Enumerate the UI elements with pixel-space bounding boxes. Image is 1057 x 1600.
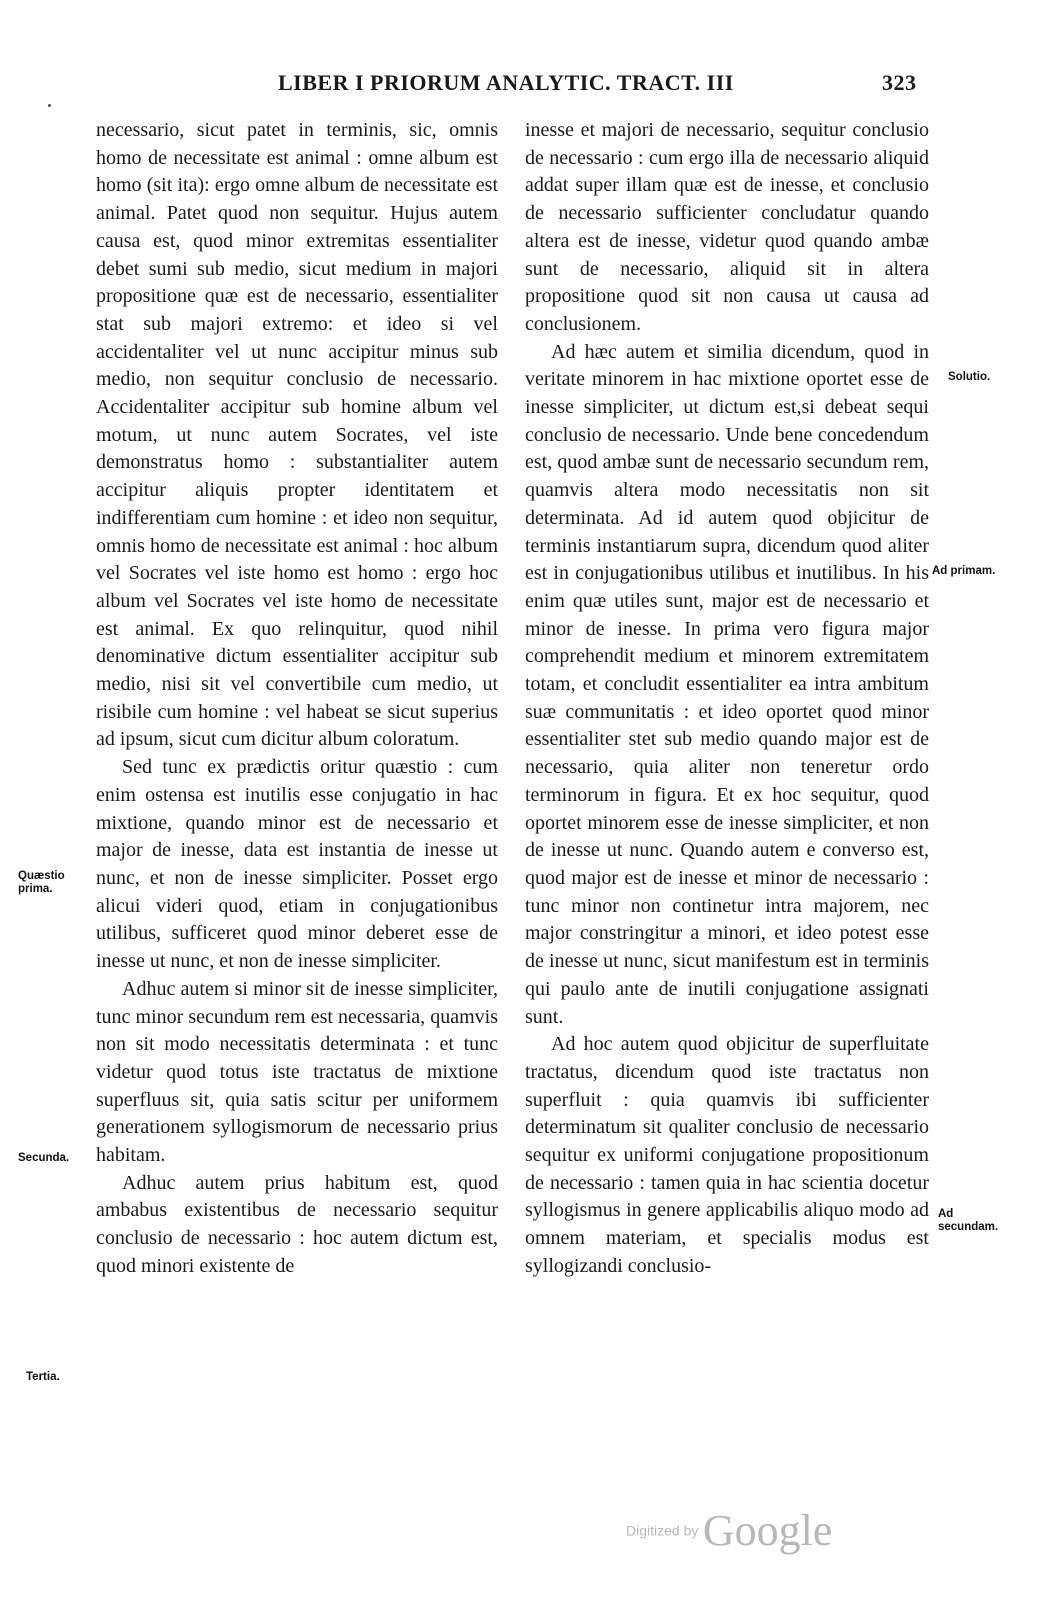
paragraph: Ad hæc autem et similia dicendum, quod in veritate minorem in hac mixtione oportet esse de inesse simpliciter, ut dictum est,si debeat sequi conclusio de necessario. Unde bene concedendum est, quod ambæ sunt de necessario secundum rem, quamvis altera modo necessitatis non sit determinata. Ad id autem quod objicitur de terminis instantiarum supra, dicendum quod aliter est in conjugationibus utilibus et inutilibus. In his enim quæ utiles sunt, major est de necessario et minor de inesse. In prima vero figura major comprehendit medium et minorem extremitatem totam, et concludit essentialiter ea intra ambitum suæ communitatis : et ideo oportet quod minor essentialiter stet sub medio quando major est de necessario, quia aliter non teneretur ordo terminorum in figura. Et ex hoc sequitur, quod oportet minorem esse de inesse simpliciter, et non de inesse ut nunc. Quando autem e converso est, quod major est de inesse et minor de necessario : tunc minor non continetur intra majorem, nec major constringitur a minori, et ideo potest esse de inesse ut nunc, sicut manifestum est in terminis qui paulo ante de inutili conjugatione assignati sunt. bbox=[525, 340, 929, 1028]
paragraph: Sed tunc ex prædictis oritur quæstio : cum enim ostensa est inutilis esse conjugatio in hac mixtione, quando minor est de necessario et major de inesse, data est instantia de inesse ut nunc, et non de inesse simpliciter. Posset ergo alicui videri quod, etiam in conjugationibus utilibus, sufficeret quod minor deberet esse de inesse ut nunc, et non de inesse simpliciter. bbox=[96, 756, 498, 973]
margin-note-quaestio-prima: Quæstio prima. bbox=[18, 870, 65, 895]
paragraph: Adhuc autem prius habitum est, quod ambabus existentibus de necessario sequitur conclusio de necessario : hoc autem dictum est, quod minori existente de bbox=[96, 1171, 498, 1277]
margin-note-solutio: Solutio. bbox=[948, 371, 991, 383]
margin-note-secunda: Secunda. bbox=[18, 1152, 70, 1164]
paragraph: Adhuc autem si minor sit de inesse simpliciter, tunc minor secundum rem est necessaria, quamvis non sit modo necessitatis determinata : et tunc videtur quod totus iste tractatus de mixtione superfluus sit, quia satis scitur per uniformem generationem syllogismorum de necessario prius habitam. bbox=[96, 977, 498, 1167]
paragraph: inesse et majori de necessario, sequitur conclusio de necessario : cum ergo illa de necessario aliquid addat super illam quæ est de inesse, et conclusio de necessario sufficienter concludatur quando altera est de inesse, videtur quod quando ambæ sunt de necessario, aliquid sit in altera propositione quod sit non causa ut causa ad conclusionem. bbox=[525, 119, 929, 335]
watermark-prefix: Digitized by bbox=[626, 1522, 699, 1539]
stray-mark bbox=[48, 104, 51, 107]
margin-note-ad-primam: Ad primam. bbox=[932, 565, 996, 577]
right-text-column bbox=[525, 117, 929, 1281]
margin-note-ad-secundam: Ad secundam. bbox=[938, 1208, 999, 1233]
margin-note-tertia: Tertia. bbox=[26, 1371, 60, 1383]
left-text-column bbox=[96, 117, 498, 1281]
paragraph: necessario, sicut patet in terminis, sic, omnis homo de necessitate est animal : omne album est homo (sit ita): ergo omne album de necessitate est animal. Patet quod non sequitur. Hujus autem causa est, quod minor extremitas essentialiter debet sumi sub medio, sicut medium in majori propositione quæ est de necessario, essentialiter stat sub majori extremo: et ideo si vel accidentaliter vel ut nunc accipitur minus sub medio, non sequitur conclusio de necessario. Accidentaliter accipitur sub homine album vel motum, ut nunc autem Socrates, vel iste demonstratus homo : substantialiter autem accipitur aliquis propter identitatem et indifferentiam cum homine : et ideo non sequitur, omnis homo de necessitate est animal : hoc album vel Socrates vel iste homo est homo : ergo hoc album vel Socrates vel iste homo de necessitate est animal. Ex quo relinquitur, quod nihil denominative dictum essentialiter accipitur sub medio, nisi sit vel convertibile cum medio, ut risibile cum homine : vel habeat se sicut superius ad ipsum, sicut cum dicitur album coloratum. bbox=[96, 119, 498, 751]
google-logo: Google bbox=[702, 1506, 833, 1555]
running-title: LIBER I PRIORUM ANALYTIC. TRACT. III bbox=[278, 70, 734, 95]
running-header bbox=[278, 70, 1057, 100]
digitized-watermark bbox=[626, 1505, 832, 1556]
paragraph: Ad hoc autem quod objicitur de superfluitate tractatus, dicendum quod iste tractatus non superfluit : quia quamvis ibi sufficienter determinatum sit qualiter conclusio de necessario sequitur ex uniformi conjugatione propositionum de necessario : tamen quia in hac scientia docetur syllogismus in genere applicabilis aliquo modo ad omnem materiam, et specialis modus est syllogizandi conclusio- bbox=[525, 1033, 929, 1277]
page-number: 323 bbox=[882, 70, 917, 95]
